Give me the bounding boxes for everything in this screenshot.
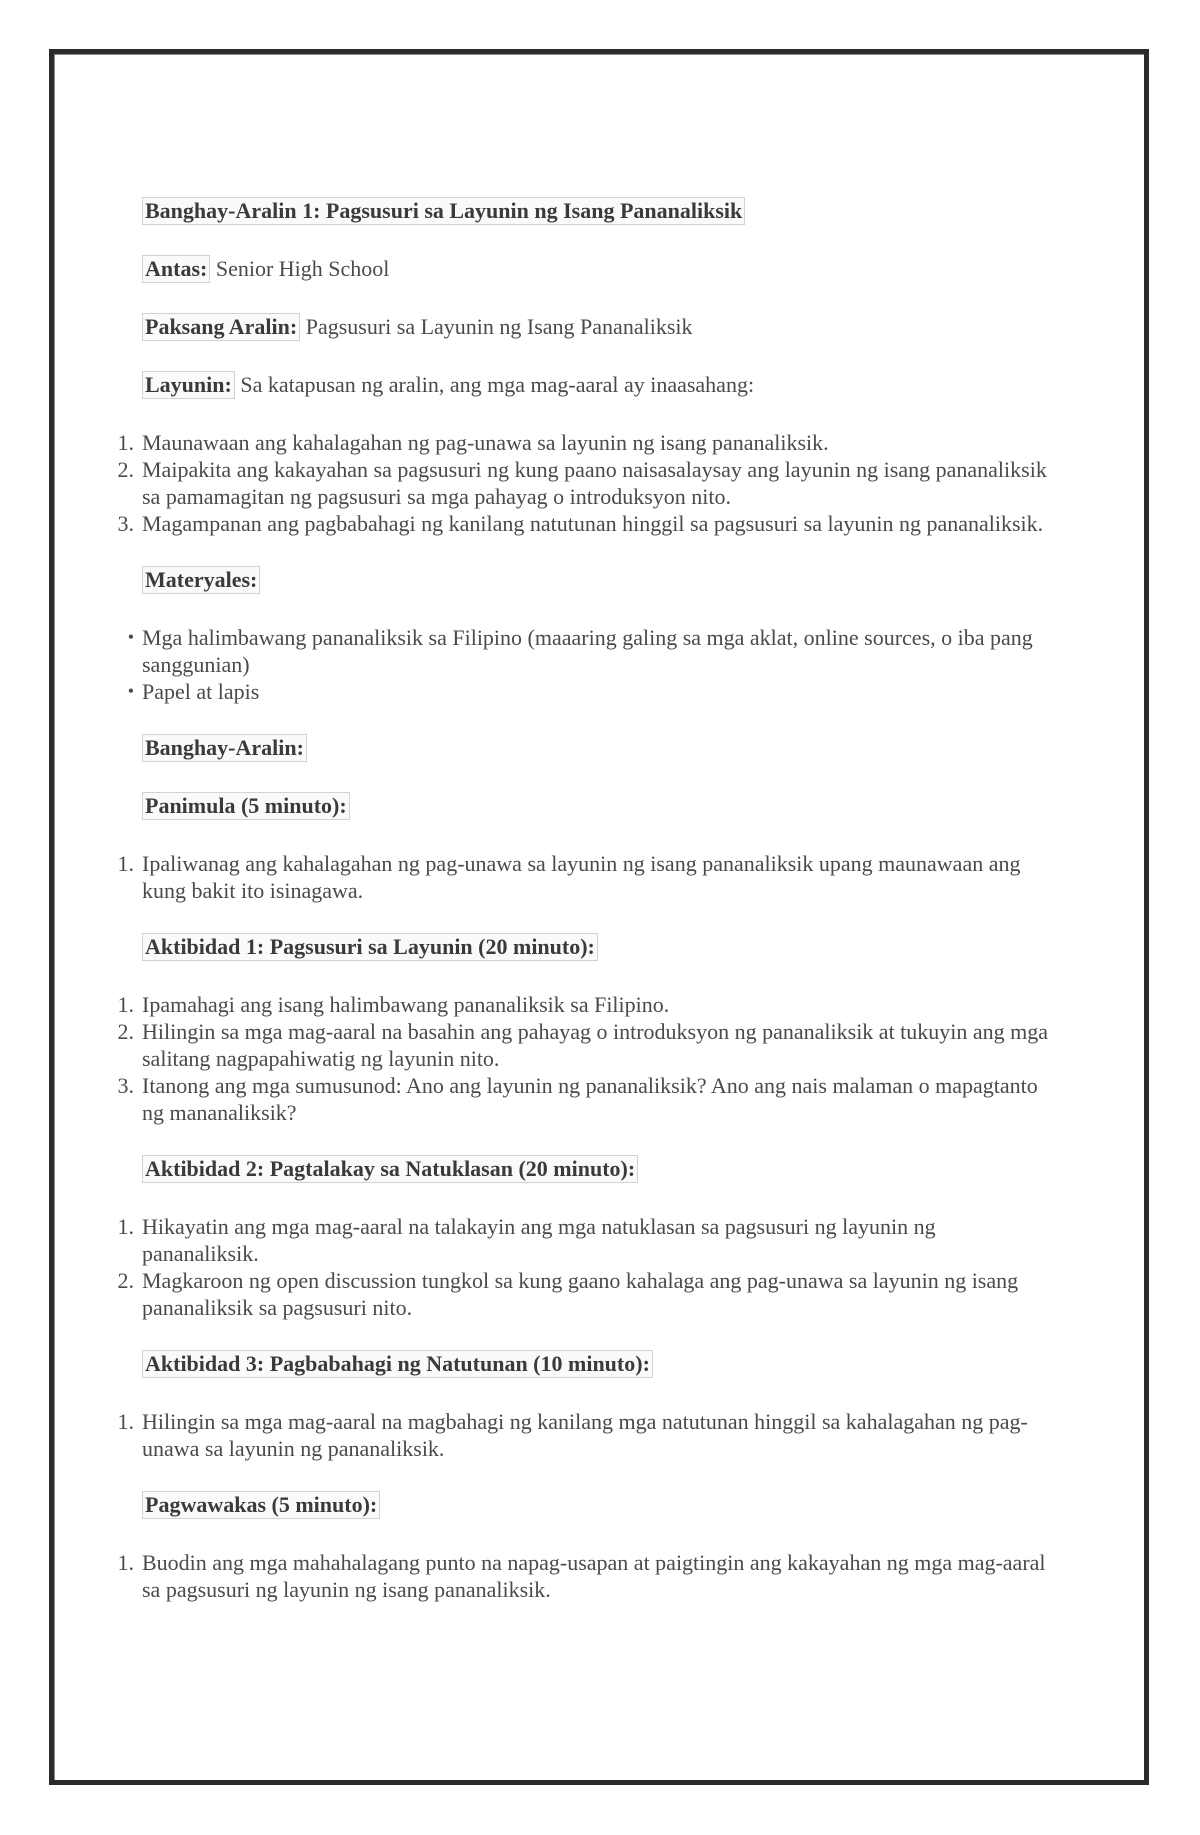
list-item [117,510,1057,537]
list-item [117,1408,1057,1462]
aktibidad1-heading [142,932,1057,962]
layunin-list [117,429,1057,537]
layunin-value: Sa katapusan ng aralin, ang mga mag-aaral ay inaasahang: [240,372,755,397]
list-number: 1. [117,1214,134,1239]
antas-label: Antas: [142,255,210,283]
list-item [117,850,1057,904]
list-number: 2. [117,457,134,482]
document-title [142,196,1057,226]
pagwawakas-heading [142,1490,1057,1520]
list-item-text: Magkaroon ng open discussion tungkol sa kung gaano kahalaga ang pag-unawa sa layunin ng isang pananaliksik sa pagsusuri nito. [142,1268,1019,1320]
list-item-text: Ipamahagi ang isang halimbawang pananaliksik sa Filipino. [142,992,670,1017]
list-item-text: Hilingin sa mga mag-aaral na basahin ang pahayag o introduksyon ng pananaliksik at tukuyin ang mga salitang nagpapahiwatig ng layunin nito. [142,1019,1049,1071]
banghay-aralin-heading [142,733,1057,763]
list-number: 1. [117,992,134,1017]
lesson-plan-document [117,196,1057,1603]
paksang-aralin-row [142,312,1057,342]
list-item [117,429,1057,456]
aktibidad2-list [117,1213,1057,1321]
list-number: 1. [117,851,134,876]
aktibidad2-label: Aktibidad 2: Pagtalakay sa Natuklasan (20 minuto): [142,1155,638,1183]
list-number: 1. [117,430,134,455]
list-item [117,456,1057,510]
list-item [117,1267,1057,1321]
antas-row [142,254,1057,284]
aktibidad3-label: Aktibidad 3: Pagbabahagi ng Natutunan (10 minuto): [142,1350,653,1378]
paksang-aralin-value: Pagsusuri sa Layunin ng Isang Pananaliksik [305,314,693,339]
list-item [117,1018,1057,1072]
list-item-text: Magampanan ang pagbabahagi ng kanilang natutunan hinggil sa pagsusuri sa layunin ng pananaliksik. [142,511,1044,536]
list-item-text: Hikayatin ang mga mag-aaral na talakayin ang mga natuklasan sa pagsusuri ng layunin ng pananaliksik. [142,1214,936,1266]
aktibidad2-heading [142,1154,1057,1184]
layunin-label: Layunin: [142,371,235,399]
list-item [117,991,1057,1018]
materyales-list [127,624,1057,705]
list-number: 1. [117,1550,134,1575]
list-item-text: Mga halimbawang pananaliksik sa Filipino (maaaring galing sa mga aklat, online sources, o iba pang sanggunian) [142,625,1033,677]
banghay-aralin-label: Banghay-Aralin: [142,734,307,762]
list-item-text: Buodin ang mga mahahalagang punto na napag-usapan at paigtingin ang kakayahan ng mga mag-aaral sa pagsusuri ng layunin ng isang pananaliksik. [142,1550,1046,1602]
antas-value: Senior High School [215,256,390,281]
list-item-text: Maunawaan ang kahalagahan ng pag-unawa sa layunin ng isang pananaliksik. [142,430,829,455]
list-number: 3. [117,1073,134,1098]
bullet-icon: • [127,681,134,701]
list-number: 1. [117,1409,134,1434]
list-item-text: Maipakita ang kakayahan sa pagsusuri ng kung paano naisasalaysay ang layunin ng isang pananaliksik sa pamamagitan ng pagsusuri sa mga pahayag o introduksyon nito. [142,457,1047,509]
panimula-heading [142,791,1057,821]
aktibidad3-heading [142,1349,1057,1379]
layunin-row [142,370,1057,400]
list-number: 2. [117,1268,134,1293]
panimula-list [117,850,1057,904]
list-item [117,1213,1057,1267]
materyales-heading [142,565,1057,595]
list-item [127,678,1057,705]
list-item [117,1549,1057,1603]
materyales-label: Materyales: [142,566,260,594]
pagwawakas-label: Pagwawakas (5 minuto): [142,1491,380,1519]
aktibidad1-label: Aktibidad 1: Pagsusuri sa Layunin (20 minuto): [142,933,598,961]
list-item-text: Ipaliwanag ang kahalagahan ng pag-unawa sa layunin ng isang pananaliksik upang maunawaan ang kung bakit ito isinagawa. [142,851,1021,903]
aktibidad3-list [117,1408,1057,1462]
title-label: Banghay-Aralin 1: Pagsusuri sa Layunin ng Isang Pananaliksik [142,197,745,225]
list-number: 3. [117,511,134,536]
list-item [117,1072,1057,1126]
pagwawakas-list [117,1549,1057,1603]
bullet-icon: • [127,627,134,647]
panimula-label: Panimula (5 minuto): [142,792,350,820]
list-item-text: Hilingin sa mga mag-aaral na magbahagi ng kanilang mga natutunan hinggil sa kahalagahan ng pag-unawa sa layunin ng pananaliksik. [142,1409,1028,1461]
list-item-text: Itanong ang mga sumusunod: Ano ang layunin ng pananaliksik? Ano ang nais malaman o mapagtanto ng mananaliksik? [142,1073,1038,1125]
paksang-aralin-label: Paksang Aralin: [142,313,300,341]
list-item-text: Papel at lapis [142,679,260,704]
list-number: 2. [117,1019,134,1044]
aktibidad1-list [117,991,1057,1126]
list-item [127,624,1057,678]
